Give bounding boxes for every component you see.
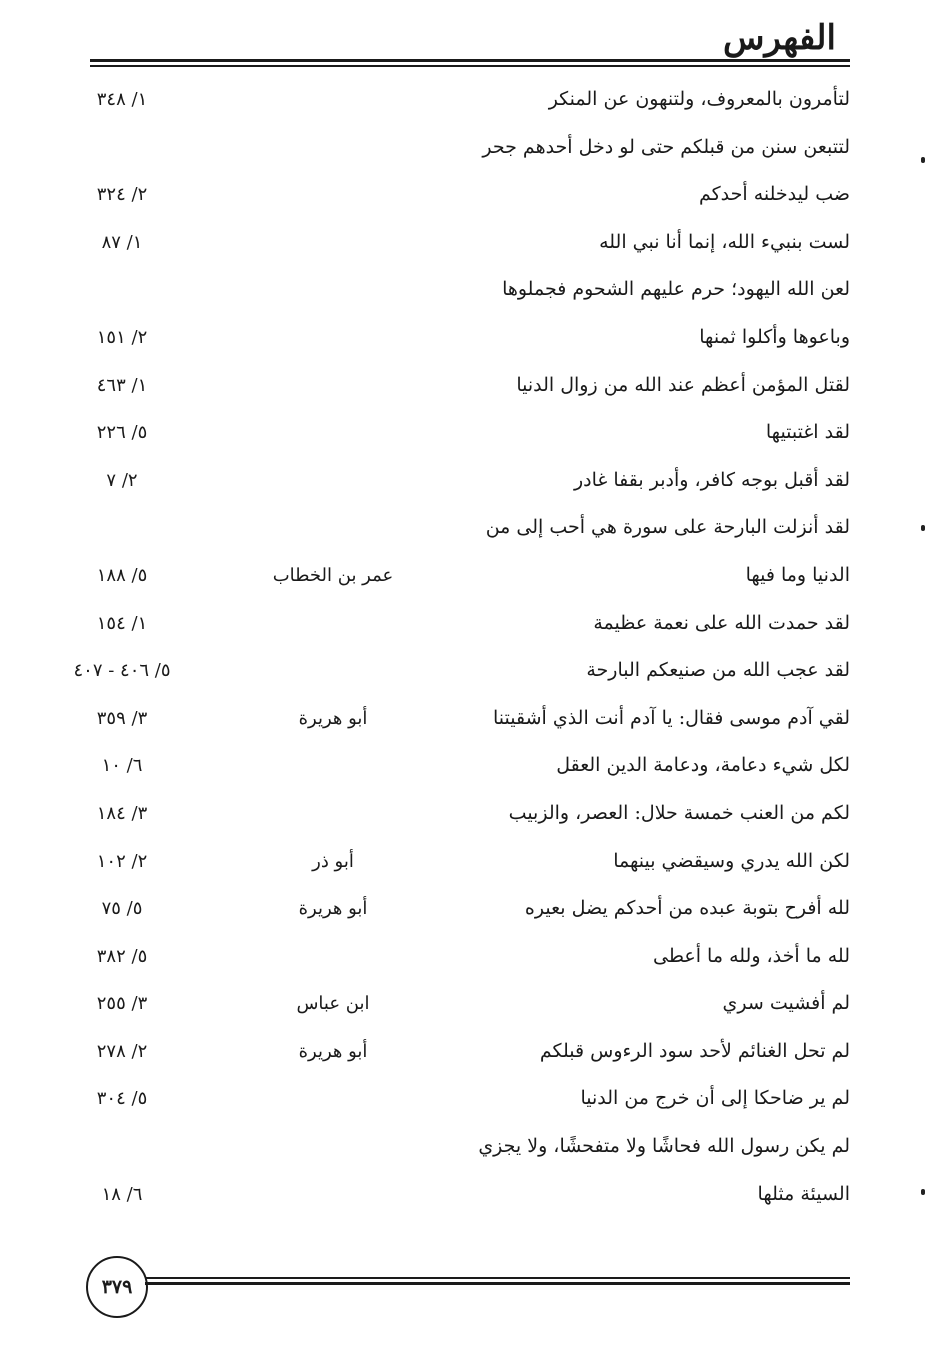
volume-page-ref: ٣/ ٢٥٥ [96,993,148,1015]
volume-page-ref: ٣/ ١٨٤ [96,802,148,824]
volume-page-ref: ٢/ ٧ [106,469,138,491]
hadith-text: لم أفشيت سري [722,992,850,1015]
index-row [0,695,926,743]
volume-page-ref: ١/ ٨٧ [101,231,143,253]
volume-page-ref: ٦/ ١٠ [101,755,143,777]
index-row [0,552,926,600]
index-row [0,124,926,172]
footer-rule-bottom [145,1282,850,1285]
volume-page-ref: ١/ ١٥٤ [96,612,148,634]
volume-page-ref [42,266,202,314]
hadith-text: لقد اغتبتيها [765,421,850,444]
hadith-text: لله أفرح بتوبة عبده من أحدكم يضل بعيره [524,897,850,920]
volume-page-ref [42,124,202,172]
header-rule-top [90,59,850,62]
index-row [0,1171,926,1219]
index-row [0,362,926,410]
index-row [0,742,926,790]
page-number-badge [86,1256,148,1318]
hadith-text: لكم من العنب خمسة حلال: العصر، والزبيب [508,801,850,824]
hadith-text: لقد عجب الله من صنيعكم البارحة [586,659,850,682]
volume-page-ref: ٣/ ٣٥٩ [96,707,148,729]
narrator [258,76,408,124]
index-row [0,76,926,124]
hadith-text: لتأمرون بالمعروف، ولتنهون عن المنكر [548,88,850,110]
volume-page-ref: ٦/ ١٨ [101,1183,143,1205]
narrator: عمر بن الخطاب [272,564,394,586]
index-row [0,457,926,505]
index-row [0,838,926,886]
hadith-text: ضب ليدخلنه أحدكم [698,183,850,206]
narrator [258,600,408,648]
volume-page-ref: ٥/ ٣٨٢ [96,945,148,967]
narrator [258,409,408,457]
narrator [258,457,408,505]
narrator [258,1123,408,1171]
narrator: أبو هريرة [298,898,368,920]
narrator [258,647,408,695]
margin-mark [921,1189,925,1195]
narrator [258,504,408,552]
page-title: الفهرس [723,18,836,58]
index-row [0,1028,926,1076]
narrator [258,314,408,362]
volume-page-ref: ٢/ ٢٧٨ [96,1040,148,1062]
volume-page-ref: ٥/ ٤٠٦ - ٤٠٧ [73,660,171,682]
volume-page-ref: ٥/ ٣٠٤ [96,1088,148,1110]
header-rule-bottom [90,65,850,67]
page-number: ٣٧٩ [101,1276,133,1298]
hadith-text: لست بنبيء الله، إنما أنا نبي الله [599,230,850,253]
index-list [0,76,926,1218]
narrator [258,742,408,790]
index-row [0,219,926,267]
index-row [0,409,926,457]
hadith-text: لكن الله يدري وسيقضي بينهما [613,849,850,872]
volume-page-ref: ٥/ ٧٥ [101,898,143,920]
narrator [258,1075,408,1123]
index-row [0,980,926,1028]
hadith-text: لقد أقبل بوجه كافر، وأدبر بقفا غادر [573,468,850,491]
hadith-text: لعن الله اليهود؛ حرم عليهم الشحوم فجملوها [502,278,850,301]
margin-mark [921,525,925,531]
index-row [0,933,926,981]
hadith-text: لم ير ضاحكا إلى أن خرج من الدنيا [580,1087,850,1110]
footer-rule-top [145,1277,850,1279]
hadith-text: لم يكن رسول الله فحاشًا ولا متفحشًا، ولا يجزي [478,1135,850,1158]
hadith-text: لقد أنزلت البارحة على سورة هي أحب إلى من [485,516,850,539]
hadith-text: وباعوها وأكلوا ثمنها [699,325,850,348]
narrator [258,362,408,410]
index-row [0,1123,926,1171]
narrator [258,790,408,838]
volume-page-ref [42,1123,202,1171]
hadith-text: لله ما أخذ، ولله ما أعطى [652,944,850,967]
index-row [0,266,926,314]
hadith-text: لم تحل الغنائم لأحد سود الرءوس قبلكم [539,1039,850,1062]
narrator [258,219,408,267]
volume-page-ref: ٢/ ١٥١ [96,326,148,348]
volume-page-ref: ١/ ٤٦٣ [96,374,148,396]
volume-page-ref: ٢/ ٣٢٤ [96,184,148,206]
index-row [0,790,926,838]
narrator [258,171,408,219]
index-row [0,885,926,933]
index-row [0,1075,926,1123]
hadith-text: السيئة مثلها [757,1182,850,1205]
hadith-text: الدنيا وما فيها [745,563,850,586]
narrator [258,124,408,172]
narrator: أبو هريرة [298,707,368,729]
index-row [0,314,926,362]
volume-page-ref: ٢/ ١٠٢ [96,850,148,872]
hadith-text: لتتبعن سنن من قبلكم حتى لو دخل أحدهم جحر [482,135,850,158]
volume-page-ref: ٥/ ٢٢٦ [96,422,148,444]
index-row [0,504,926,552]
hadith-text: لقد حمدت الله على نعمة عظيمة [593,611,850,634]
index-row [0,647,926,695]
narrator: ابن عباس [296,993,370,1015]
narrator: أبو هريرة [298,1040,368,1062]
index-row [0,600,926,648]
hadith-text: لقي آدم موسى فقال: يا آدم أنت الذي أشقيتنا [492,706,850,729]
hadith-text: لكل شيء دعامة، ودعامة الدين العقل [556,754,850,777]
narrator [258,266,408,314]
volume-page-ref [42,504,202,552]
volume-page-ref: ٥/ ١٨٨ [96,564,148,586]
narrator: أبو ذر [312,850,354,872]
narrator [258,1171,408,1219]
narrator [258,933,408,981]
margin-mark [921,157,925,163]
index-row [0,171,926,219]
hadith-text: لقتل المؤمن أعظم عند الله من زوال الدنيا [516,373,850,396]
volume-page-ref: ١/ ٣٤٨ [96,89,148,110]
